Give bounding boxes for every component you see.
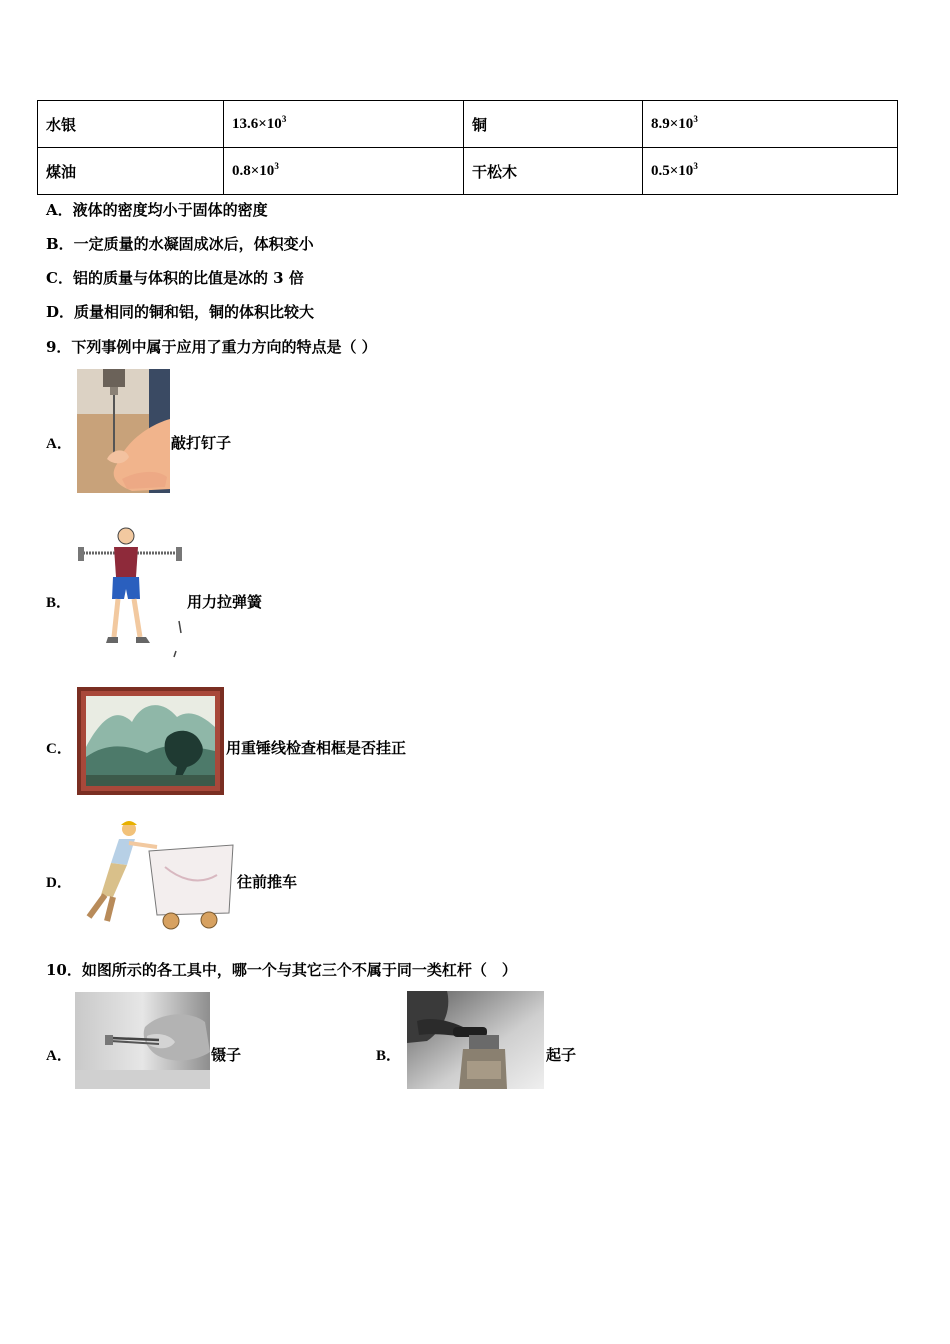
table-cell: $13.6\times 10^3$ [224,101,464,148]
q8-option-b: B．一定质量的水凝固成冰后，体积变小 [46,235,314,253]
table-cell: 水银 [38,101,224,148]
table-cell: 干松木 [464,148,643,195]
q8-option-a: A．液体的密度均小于固体的密度 [46,201,268,219]
tweezers-image [75,992,210,1089]
q8-option-c: C．铝的质量与体积的比值是冰的 3 倍 [46,269,304,287]
table-row [38,148,898,195]
q10-option-a-letter: A． [46,1048,72,1064]
q9-option-a-letter: A． [46,436,72,452]
q9-option-c-letter: C． [46,741,72,757]
push-cart-image [77,817,237,932]
q10-option-b-letter: B． [376,1048,402,1064]
spring-pull-image [76,525,184,660]
q9-option-b-letter: B． [46,595,72,611]
table-row [38,101,898,148]
q9-stem: 9．下列事例中属于应用了重力方向的特点是（ ） [46,338,377,356]
hammer-nail-image [77,369,170,493]
q8-option-d: D．质量相同的铜和铝，铜的体积比较大 [46,303,315,321]
picture-frame-image [77,687,224,795]
density-table [37,100,898,195]
q9-option-a-caption: 敲打钉子 [171,434,232,452]
q9-option-b-caption: 用力拉弹簧 [187,593,263,611]
bottle-opener-image [407,991,544,1089]
table-cell: $0.5\times 10^3$ [643,148,898,195]
table-cell: 煤油 [38,148,224,195]
q9-option-d-letter: D． [46,875,72,891]
q10-option-b-caption: 起子 [546,1046,577,1064]
table-cell: $8.9\times 10^3$ [643,101,898,148]
q9-option-c-caption: 用重锤线检查相框是否挂正 [226,739,407,757]
table-cell: $0.8\times 10^3$ [224,148,464,195]
table-cell: 铜 [464,101,643,148]
q10-stem: 10．如图所示的各工具中，哪一个与其它三个不属于同一类杠杆（ ） [46,961,517,979]
q10-option-a-caption: 镊子 [211,1046,242,1064]
q9-option-d-caption: 往前推车 [237,873,298,891]
